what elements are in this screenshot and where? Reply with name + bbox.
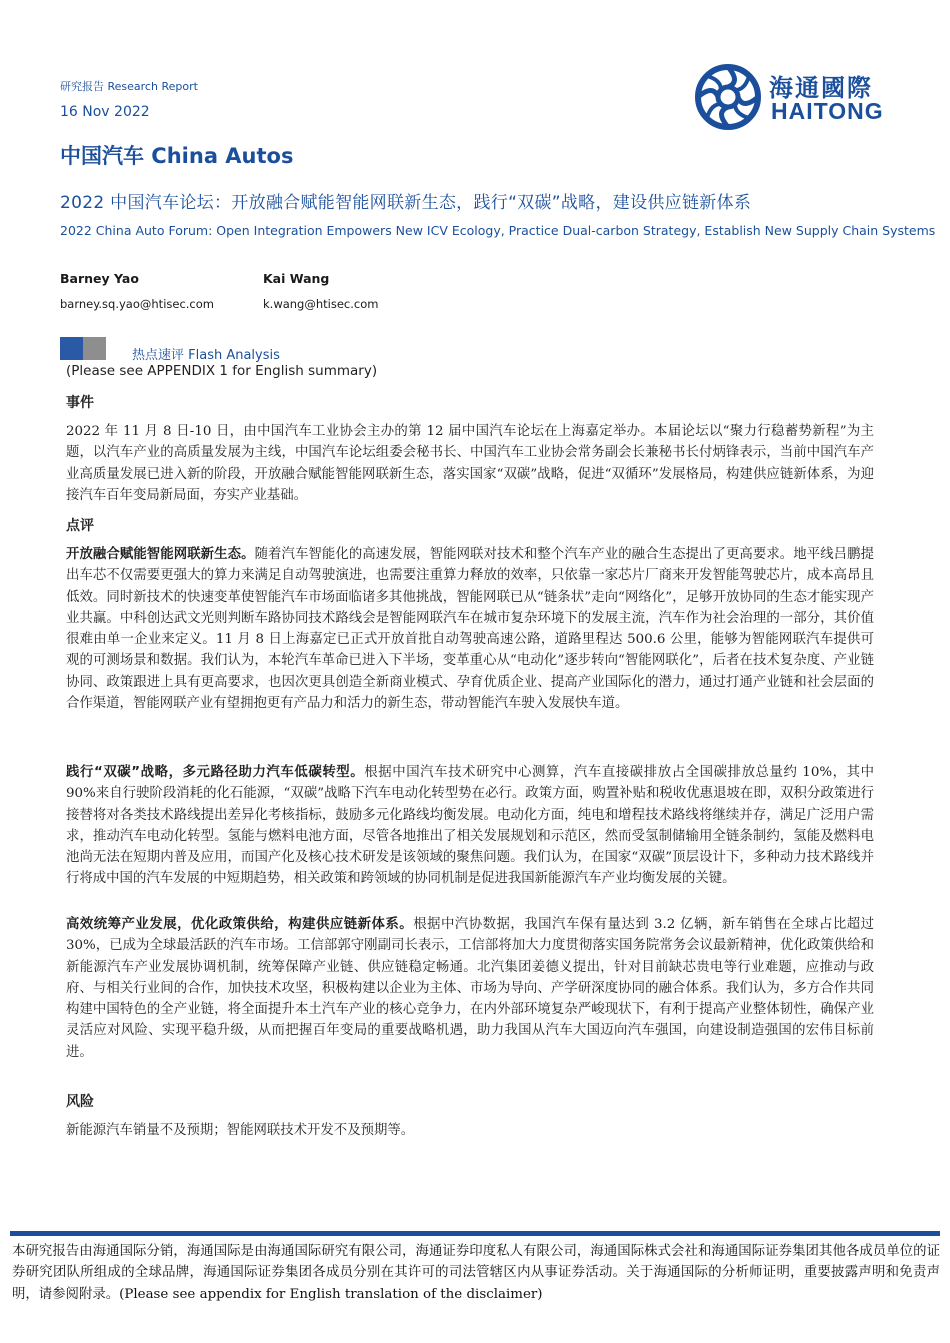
analyst-email[interactable]: k.wang@htisec.com [263, 297, 379, 311]
company-logo [695, 64, 885, 130]
paragraph-body: 根据中国汽车技术研究中心测算，汽车直接碳排放占全国碳排放总量约 10%，其中 90%来自行驶阶段消耗的化石能源，“双碳”战略下汽车电动化转型势在必行。政策方面，购置补贴和税收优惠退坡在即，双积分政策进行接替将对各类技术路线提出差异化考核指标，鼓励多元化路线均衡发展。电动化方面，纯电和增程技术路线将继续并存，满足广泛用户需求，推动汽车电动化转型。氢能与燃料电池方面，尽管各地推出了相关发展规划和示范区，然而受氢制储输用全链条制约，氢能及燃料电池尚无法在短期内普及应用，而国产化及核心技术研发是该领域的聚焦问题。我们认为，在国家“双碳”顶层设计下，多种动力技术路线并行将成中国的汽车发展的中短期趋势，相关政策和跨领域的协同机制是促进我国新能源汽车产业均衡发展的关键。 [66, 765, 874, 887]
event-paragraph: 2022 年 11 月 8 日-10 日，由中国汽车工业协会主办的第 12 届中国汽车论坛在上海嘉定举办。本届论坛以“聚力行稳蓄势新程”为主题，以汽车产业的高质量发展为主线，中国汽车论坛组委会秘书长、中国汽车工业协会常务副会长兼秘书长付炳锋表示，当前中国汽车产业高质量发展已进入新的阶段，开放融合赋能智能网联新生态，落实国家“双碳”战略，促进“双循环”发展格局，构建供应链新体系，为迎接汽车百年变局新局面，夯实产业基础。 [66, 424, 874, 503]
paragraph-lead: 高效统筹产业发展，优化政策供给，构建供应链新体系。 [66, 917, 414, 932]
paragraph-lead: 践行“双碳”战略，多元路径助力汽车低碳转型。 [66, 765, 365, 780]
sector-title: 中国汽车 China Autos [60, 144, 294, 168]
haitong-emblem-icon [695, 64, 761, 130]
report-title-en: 2022 China Auto Forum: Open Integration Empowers New ICV Ecology, Practice Dual-carbon Strategy, Establish New Supply Chain Systems [60, 223, 936, 238]
logo-name-en: HAITONG [771, 98, 884, 124]
paragraph-body: 随着汽车智能化的高速发展，智能网联对技术和整个汽车产业的融合生态提出了更高要求。地平线吕鹏提出车芯不仅需要更强大的算力来满足自动驾驶演进，也需要注重算力释放的效率，只依靠一家芯片厂商来开发智能驾驶芯片，成本高昂且低效。同时新技术的快速变革使智能汽车市场面临诸多其他挑战，智能网联已从“链条状”走向“网络化”，足够开放协同的生态才能实现产业共赢。中科创达武文光则判断车路协同技术路线会是智能网联汽车在城市复杂环境下的发展主流，汽车作为社会治理的一部分，其价值很难由单一企业来定义。11 月 8 日上海嘉定已正式开放首批自动驾驶高速公路，道路里程达 500.6 公里，能够为智能网联汽车提供可观的可测场景和数据。我们认为，本轮汽车革命已进入下半场，变革重心从“电动化”逐步转向“智能网联化”，后者在技术复杂度、产业链协同、政策跟进上具有更高要求，也因次更具创造全新商业模式、孕育优质企业、提高产业国际化的潜力，通过打通产业链和社会层面的合作渠道，智能网联产业有望拥抱更有产品力和活力的新生态，带动智能汽车驶入发展快车道。 [66, 547, 875, 712]
flash-block-blue [60, 337, 83, 360]
flash-analysis-marker [60, 337, 106, 360]
report-title-cn: 2022 中国汽车论坛：开放融合赋能智能网联新生态，践行“双碳”战略，建设供应链新体系 [60, 193, 752, 213]
analyst-email[interactable]: barney.sq.yao@htisec.com [60, 297, 214, 311]
footer-disclaimer: 本研究报告由海通国际分销，海通国际是由海通国际研究有限公司，海通证券印度私人有限公司，海通国际株式会社和海通国际证券集团其他各成员单位的证券研究团队所组成的全球品牌，海通国际证券集团各成员分别在其许可的司法管辖区内从事证券活动。关于海通国际的分析师证明，重要披露声明和免责声明，请参阅附录。(Please see appendix for English translation of the disclaimer) [12, 1244, 940, 1302]
event-heading: 事件 [66, 395, 94, 411]
comment-paragraph-1 [66, 544, 874, 714]
flash-analysis-label: 热点速评 Flash Analysis [132, 348, 280, 363]
comment-paragraph-2 [66, 762, 874, 890]
comment-paragraph-3 [66, 914, 874, 1063]
analyst-name: Barney Yao [60, 271, 139, 286]
paragraph-body: 根据中汽协数据，我国汽车保有量达到 3.2 亿辆，新车销售在全球占比超过 30%，已成为全球最活跃的汽车市场。工信部郭守刚副司长表示，工信部将加大力度贯彻落实国务院常务会议最新精神，优化政策供给和新能源汽车产业发展协调机制，统筹保障产业链、供应链稳定畅通。北汽集团姜德义提出，针对目前缺芯贵电等行业难题，应推动与政府、与相关行业间的合作，加快技术攻坚，积极构建以企业为主体、市场为导向、产学研深度协同的融合体系。我们认为，多方合作共同构建中国特色的全产业链，将全面提升本土汽车产业的核心竞争力，在内外部环境复杂严峻现状下，有利于提高产业整体韧性，确保产业灵活应对风险、实现平稳升级，从而把握百年变局的重要战略机遇，助力我国从汽车大国迈向汽车强国，向建设制造强国的宏伟目标前进。 [66, 917, 874, 1060]
report-type: 研究报告 Research Report [60, 80, 198, 93]
paragraph-lead: 开放融合赋能智能网联新生态。 [66, 547, 255, 562]
logo-name-cn: 海通國際 [769, 74, 873, 102]
risk-paragraph: 新能源汽车销量不及预期；智能网联技术开发不及预期等。 [66, 1123, 415, 1138]
footer-divider [10, 1231, 940, 1236]
appendix-note: (Please see APPENDIX 1 for English summary) [66, 363, 378, 379]
analyst-name: Kai Wang [263, 271, 330, 286]
analyst-block [263, 268, 378, 311]
report-date: 16 Nov 2022 [60, 104, 150, 120]
flash-block-gray [83, 337, 106, 360]
analyst-block [60, 268, 214, 311]
comment-heading: 点评 [66, 518, 94, 534]
risk-heading: 风险 [66, 1094, 94, 1110]
